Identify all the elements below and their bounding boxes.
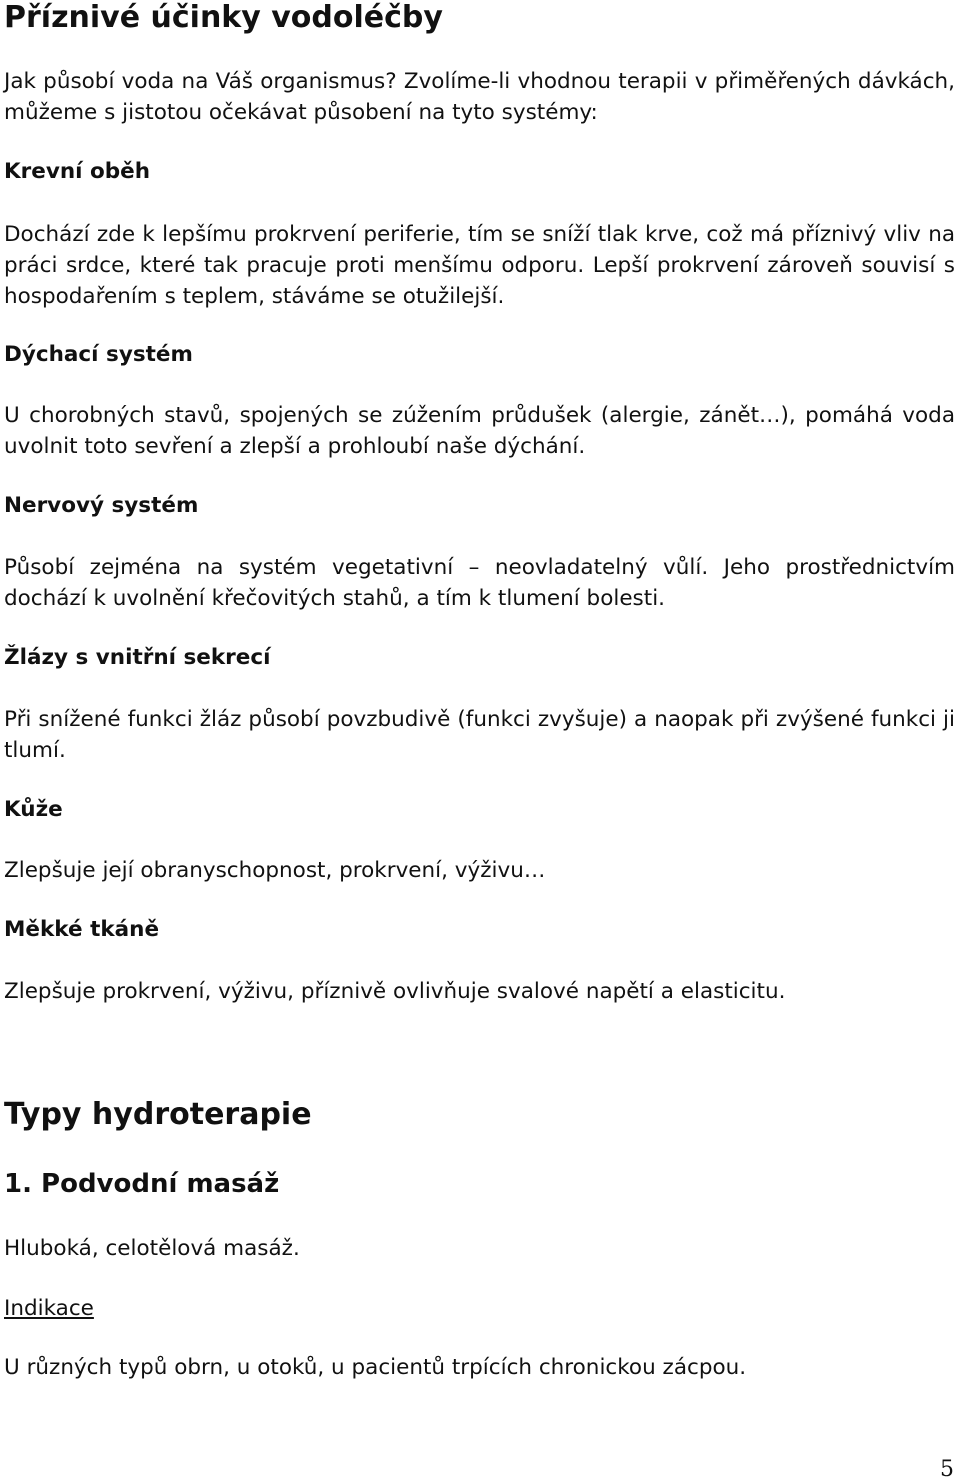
paragraph-zlazy: Při snížené funkci žláz působí povzbudivě (funkci zvyšuje) a naopak při zvýšené funkci ji tlumí.: [4, 707, 955, 763]
heading-nervovy-system: Nervový systém: [4, 493, 199, 518]
paragraph-indikace: U různých typů obrn, u otoků, u pacientů trpících chronickou zácpou.: [4, 1355, 747, 1380]
intro-paragraph: Jak působí voda na Váš organismus? Zvolíme-li vhodnou terapii v přiměřených dávkách, můžeme s jistotou očekávat působení na tyto systémy:: [4, 69, 955, 125]
heading-dychaci-system: Dýchací systém: [4, 342, 193, 367]
paragraph-nervovy-system: Působí zejména na systém vegetativní – neovladatelný vůlí. Jeho prostřednictvím dochází k uvolnění křečovitých stahů, a tím k tlumení bolesti.: [4, 555, 955, 611]
heading-krevni-obeh: Krevní oběh: [4, 159, 151, 184]
heading-podvodni-masaz: 1. Podvodní masáž: [4, 1169, 280, 1199]
page-title: Příznivé účinky vodoléčby: [4, 0, 443, 35]
indikace-label: Indikace: [4, 1296, 94, 1321]
paragraph-dychaci-system: U chorobných stavů, spojených se zúžením průdušek (alergie, zánět…), pomáhá voda uvolnit toto sevření a zlepší a prohloubí naše dýchání.: [4, 403, 955, 459]
heading-mekke-tkane: Měkké tkáně: [4, 917, 160, 942]
heading-typy-hydroterapie: Typy hydroterapie: [4, 1097, 312, 1132]
heading-zlazy: Žlázy s vnitřní sekrecí: [4, 645, 271, 670]
paragraph-kuze: Zlepšuje její obranyschopnost, prokrvení, výživu…: [4, 858, 546, 883]
heading-kuze: Kůže: [4, 797, 63, 822]
paragraph-krevni-obeh: Dochází zde k lepšímu prokrvení periferie, tím se sníží tlak krve, což má příznivý vliv na práci srdce, které tak pracuje proti menšímu odporu. Lepší prokrvení zároveň souvisí s hospodařením s teplem, stáváme se otužilejší.: [4, 222, 955, 309]
page-number: 5: [940, 1457, 954, 1482]
paragraph-podvodni-masaz: Hluboká, celotělová masáž.: [4, 1236, 300, 1261]
paragraph-mekke-tkane: Zlepšuje prokrvení, výživu, příznivě ovlivňuje svalové napětí a elasticitu.: [4, 979, 786, 1004]
